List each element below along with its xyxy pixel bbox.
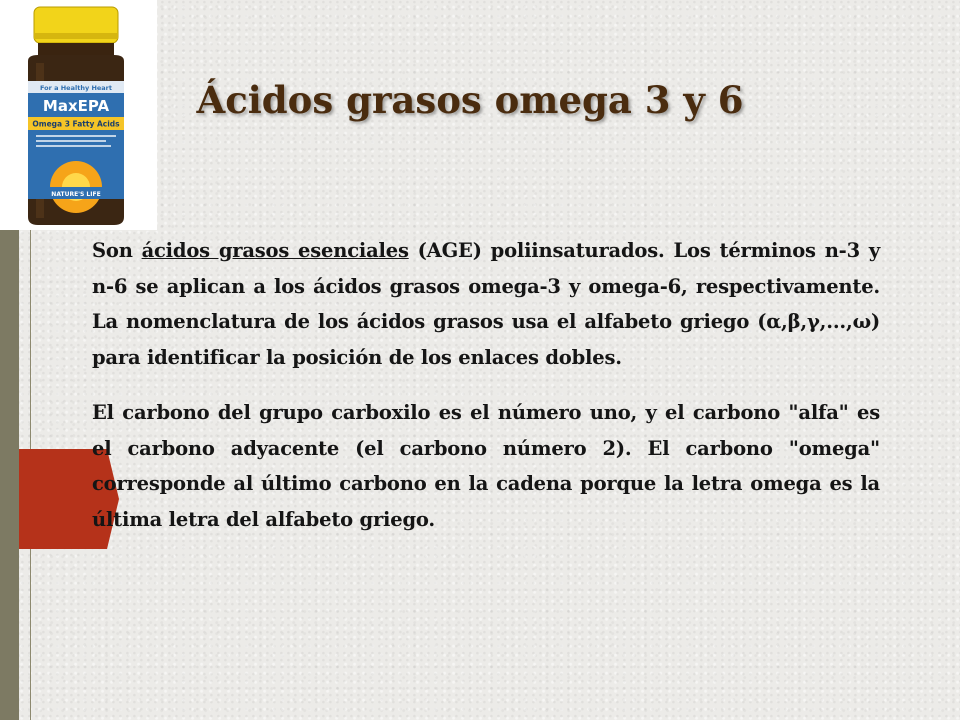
slide-title: Ácidos grasos omega 3 y 6 bbox=[196, 78, 744, 122]
product-maker: NATURE'S LIFE bbox=[51, 191, 101, 198]
supplement-bottle-image bbox=[14, 3, 138, 228]
slide-body bbox=[92, 233, 880, 557]
product-brand: MaxEPA bbox=[42, 97, 110, 115]
paragraph-1-start: Son bbox=[92, 239, 142, 262]
product-photo bbox=[0, 0, 157, 230]
paragraph-1-rest: (AGE) poliinsaturados. Los términos n-3 y n-6 se aplican a los ácidos grasos omega-3 y omega-6, respectivamente. La nomenclatura de los ácidos grasos usa el alfabeto griego (α,β,γ,...,ω) para identificar la posición de los enlaces dobles. bbox=[92, 239, 880, 369]
essential-fatty-acids-link[interactable]: ácidos grasos esenciales bbox=[141, 239, 409, 262]
product-subtitle: Omega 3 Fatty Acids bbox=[32, 119, 120, 129]
paragraph-2: El carbono del grupo carboxilo es el número uno, y el carbono "alfa" es el carbono adyacente (el carbono número 2). El carbono "omega" corresponde al último carbono en la cadena porque la letra omega es la última letra del alfabeto griego. bbox=[92, 401, 880, 531]
paragraph-1 bbox=[92, 233, 880, 375]
product-tagline: For a Healthy Heart bbox=[39, 84, 113, 92]
